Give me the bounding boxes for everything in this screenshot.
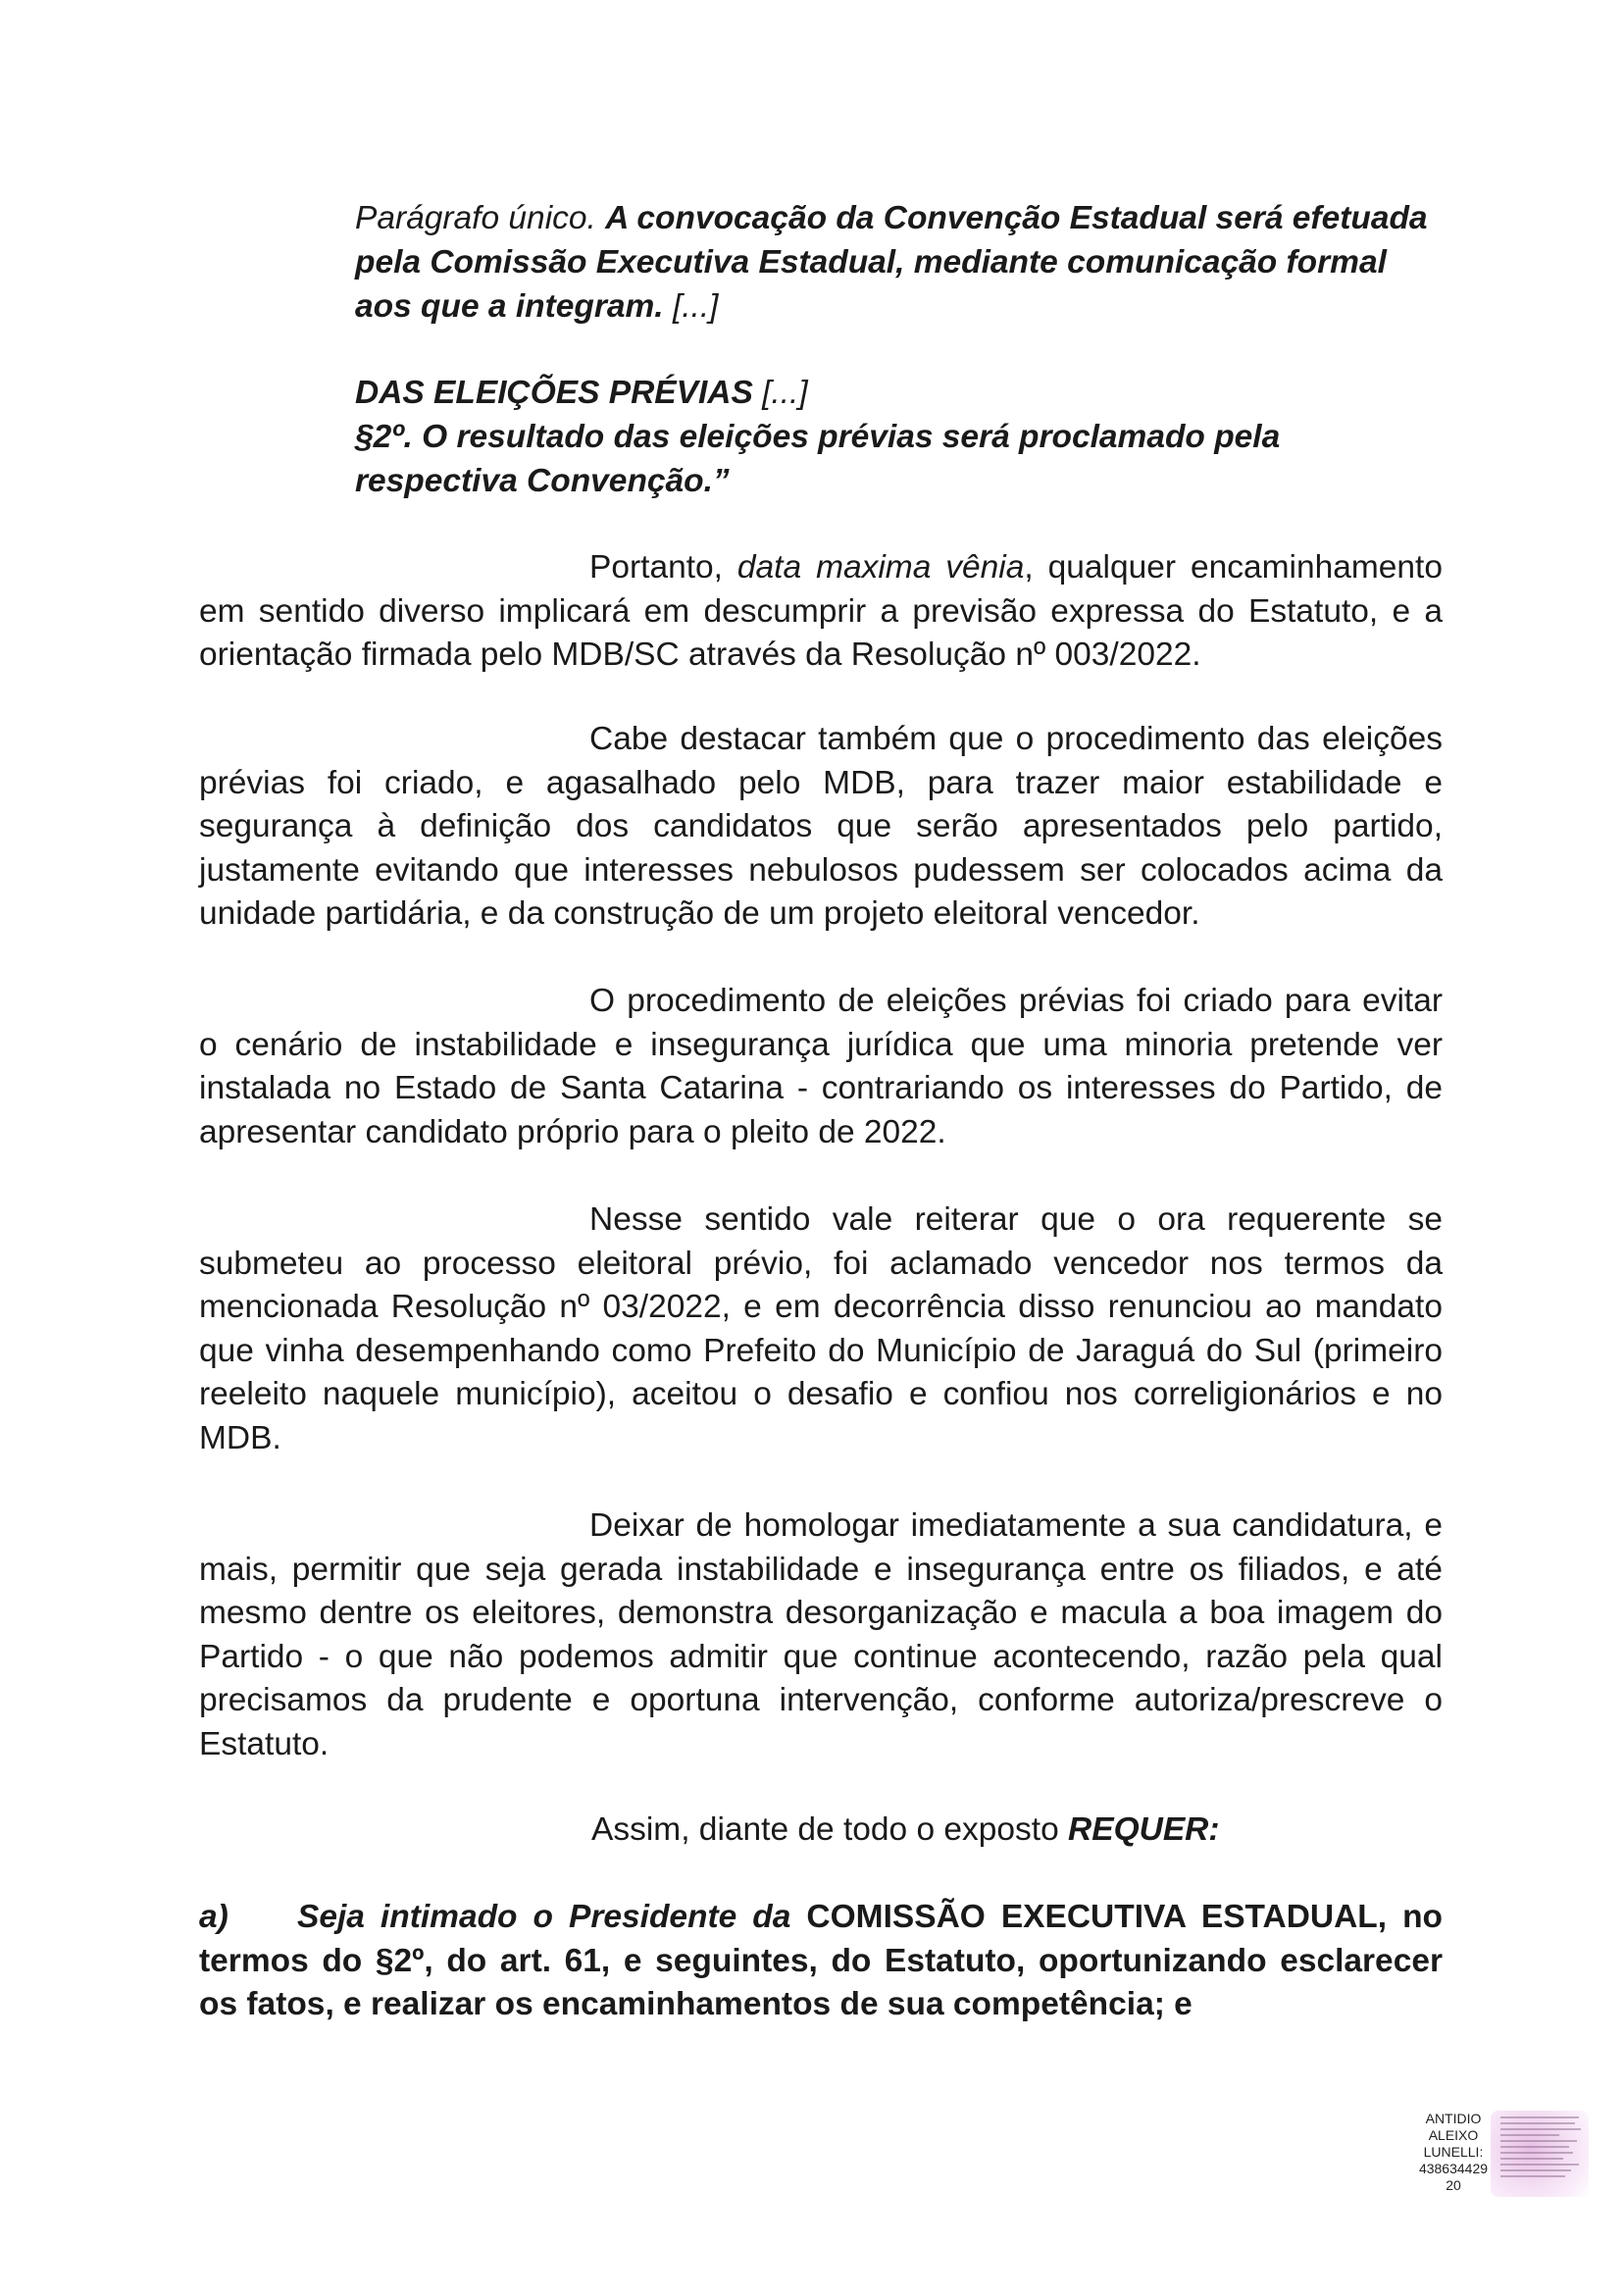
digital-signature-block — [1412, 2111, 1589, 2209]
statute-quote-paragraph-unico — [355, 196, 1444, 329]
signer-name — [1412, 2111, 1495, 2194]
signer-name-line-1: ANTIDIO — [1425, 2111, 1482, 2126]
signer-name-line-5: 20 — [1446, 2177, 1461, 2193]
paragraph-2-text: §2º. O resultado das eleições prévias será proclamado pela respectiva Convenção.” — [355, 419, 1281, 499]
signer-name-line-3: LUNELLI: — [1423, 2144, 1484, 2160]
p1-before: Portanto, — [589, 549, 737, 586]
signer-name-line-4: 438634429 — [1418, 2161, 1489, 2176]
paragrafo-unico-label: Parágrafo único. — [355, 200, 596, 236]
body-paragraph-1 — [199, 546, 1443, 678]
body-paragraph-3: O procedimento de eleições prévias foi criado para evitar o cenário de instabilidade e insegurança jurídica que uma minoria pretende ver instalada no Estado de Santa Catarina - contrariando os interesses do Partido, de apresentar candidato próprio para o pleito de 2022. — [199, 983, 1443, 1150]
request-item-a — [199, 1896, 1443, 2027]
p1-latin-phrase: data maxima vênia — [736, 549, 1025, 586]
requer-lead: Assim, diante de todo o exposto — [591, 1811, 1069, 1848]
body-paragraph-4: Nesse sentido vale reiterar que o ora requerente se submeteu ao processo eleitoral prévio, foi aclamado vencedor nos termos da mencionada Resolução nº 03/2022, e em decorrência disso renunciou ao mandato que vinha desempenhando como Prefeito do Município de Jaraguá do Sul (primeiro reeleito naquele município), aceitou o desafio e confiou nos correligionários e no MDB. — [199, 1201, 1443, 1456]
body-paragraph-5: Deixar de homologar imediatamente a sua candidatura, e mais, permitir que seja gerada instabilidade e insegurança entre os filiados, e até mesmo dentre os eleitores, demonstra desorganização e macula a boa imagem do Partido - o que não podemos admitir que continue acontecendo, razão pela qual precisamos da prudente e oportuna intervenção, conforme autoriza/prescreve o Estatuto. — [199, 1507, 1443, 1762]
signature-fine-print-lines — [1500, 2115, 1587, 2183]
item-a-italic-text: Seja intimado o Presidente da — [297, 1899, 791, 1935]
signer-name-line-2: ALEIXO — [1428, 2127, 1479, 2143]
item-a-label: a) — [199, 1899, 228, 1935]
paragrafo-unico-text: A convocação da Convenção Estadual será efetuada pela Comissão Executiva Estadual, mediante comunicação formal aos que a integram. — [355, 200, 1428, 325]
signature-fine-print-image — [1500, 2115, 1589, 2186]
previas-ellipsis: [...] — [762, 375, 808, 411]
requer-word: REQUER: — [1068, 1811, 1220, 1848]
paragrafo-unico-ellipsis: [...] — [672, 288, 719, 325]
statute-quote-previas — [355, 371, 1444, 503]
body-paragraph-2: Cabe destacar também que o procedimento das eleições prévias foi criado, e agasalhado pelo MDB, para trazer maior estabilidade e segurança à definição dos candidatos que serão apresentados pelo partido, justamente evitando que interesses nebulosos pudessem ser colocados acima da unidade partidária, e da construção de um projeto eleitoral vencedor. — [199, 721, 1443, 932]
previas-heading: DAS ELEIÇÕES PRÉVIAS — [355, 375, 753, 411]
item-a-bold-text: COMISSÃO EXECUTIVA ESTADUAL, no termos do §2º, do art. 61, e seguintes, do Estatuto, oportunizando esclarecer os fatos, e realizar os encaminhamentos de sua competência; e — [199, 1899, 1443, 2022]
p1-after: , qualquer encaminhamento em sentido diverso implicará em descumprir a previsão expressa do Estatuto, e a orientação firmada pelo MDB/SC através da Resolução nº 003/2022. — [199, 549, 1443, 673]
requer-line — [591, 1809, 1220, 1853]
